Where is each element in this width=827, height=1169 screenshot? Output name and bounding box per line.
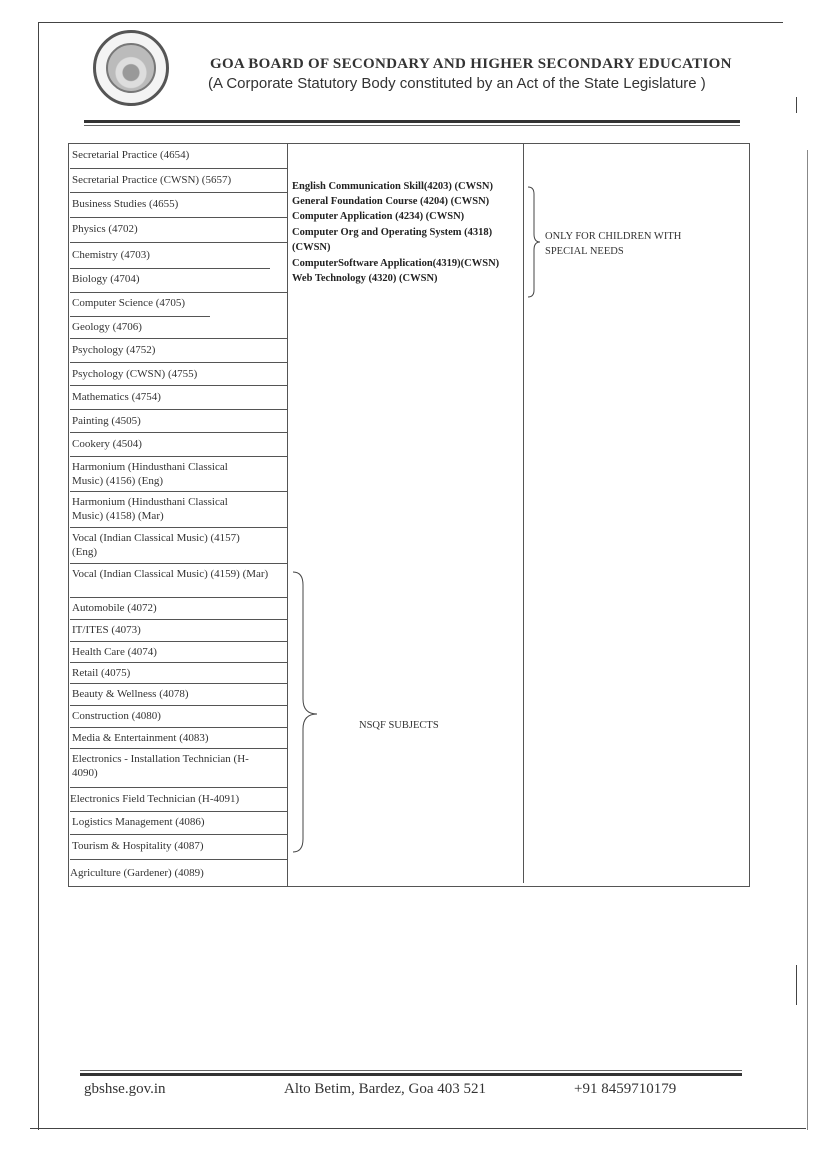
subject-cell: Cookery (4504) <box>72 438 142 450</box>
row-divider <box>70 727 287 728</box>
row-divider <box>70 192 287 193</box>
middle-column-right-border <box>523 143 524 883</box>
row-divider <box>70 491 287 492</box>
footer-rule-thin <box>80 1070 742 1071</box>
row-divider <box>70 683 287 684</box>
cwsn-subject: (CWSN) <box>292 242 331 253</box>
row-divider <box>70 641 287 642</box>
row-divider <box>70 409 287 410</box>
subject-cell: Health Care (4074) <box>72 646 157 658</box>
subject-cell: Media & Entertainment (4083) <box>72 732 209 744</box>
row-divider <box>70 217 287 218</box>
row-divider <box>70 787 287 788</box>
page-border-top <box>38 22 783 23</box>
row-divider <box>70 563 287 564</box>
subject-cell: Psychology (CWSN) (4755) <box>72 368 198 380</box>
subject-cell: Agriculture (Gardener) (4089) <box>70 867 204 879</box>
row-divider <box>70 362 287 363</box>
subject-cell: Logistics Management (4086) <box>72 816 205 828</box>
subject-cell: Automobile (4072) <box>72 602 157 614</box>
table-top-border <box>68 143 750 144</box>
row-divider <box>70 456 287 457</box>
subject-cell: Secretarial Practice (CWSN) (5657) <box>72 174 232 186</box>
board-subtitle: (A Corporate Statutory Body constituted by an Act of the State Legislature ) <box>208 75 706 92</box>
cwsn-subject: Computer Application (4234) (CWSN) <box>292 211 465 222</box>
subject-cell: Painting (4505) <box>72 415 141 427</box>
nsqf-brace-icon <box>291 571 323 853</box>
row-divider <box>70 527 287 528</box>
page-border-bottom <box>30 1128 806 1129</box>
row-divider <box>70 705 287 706</box>
page-border-right <box>807 150 808 1130</box>
subject-cell: Geology (4706) <box>72 321 142 333</box>
table-bottom-border <box>68 886 750 887</box>
footer-website: gbshse.gov.in <box>84 1081 166 1097</box>
board-title: GOA BOARD OF SECONDARY AND HIGHER SECONDARY EDUCATION <box>210 56 732 72</box>
subject-cell: Vocal (Indian Classical Music) (4159) (Mar) <box>72 568 269 580</box>
row-divider <box>70 316 210 317</box>
row-divider <box>70 811 287 812</box>
row-divider <box>70 338 287 339</box>
subject-cell: Harmonium (Hindusthani Classical Music) (4158) (Mar) <box>72 496 228 522</box>
subject-cell: Beauty & Wellness (4078) <box>72 688 189 700</box>
cwsn-subject: Web Technology (4320) (CWSN) <box>292 273 438 284</box>
subject-cell: Secretarial Practice (4654) <box>72 149 190 161</box>
subject-cell: Vocal (Indian Classical Music) (4157) (Eng) <box>72 532 240 558</box>
footer-phone: +91 8459710179 <box>574 1081 677 1097</box>
row-divider <box>70 859 287 860</box>
subject-cell: Biology (4704) <box>72 273 140 285</box>
footer-address: Alto Betim, Bardez, Goa 403 521 <box>284 1081 487 1097</box>
subject-cell: Electronics - Installation Technician (H-4090) <box>72 753 249 779</box>
subject-cell: IT/ITES (4073) <box>72 624 141 636</box>
table-left-border <box>68 143 69 887</box>
row-divider <box>70 292 287 293</box>
row-divider <box>70 432 287 433</box>
cwsn-brace-icon <box>526 186 542 298</box>
page-mark-right2 <box>796 965 797 1005</box>
cwsn-subject: General Foundation Course (4204) (CWSN) <box>292 196 490 207</box>
cwsn-note <box>545 229 681 259</box>
row-divider <box>70 619 287 620</box>
row-divider <box>70 242 287 243</box>
table-right-border <box>749 143 750 887</box>
header-rule-thin <box>84 125 740 126</box>
subject-cell: Retail (4075) <box>72 667 131 679</box>
cwsn-note-line: SPECIAL NEEDS <box>545 246 624 257</box>
footer-rule-thick <box>80 1073 742 1076</box>
cwsn-subject: Computer Org and Operating System (4318) <box>292 227 493 238</box>
row-divider <box>70 834 287 835</box>
subject-cell: Harmonium (Hindusthani Classical Music) (4156) (Eng) <box>72 461 228 487</box>
page-border-left <box>38 22 39 1130</box>
header-rule-thick <box>84 120 740 123</box>
subject-cell: Psychology (4752) <box>72 344 156 356</box>
cwsn-note-line: ONLY FOR CHILDREN WITH <box>545 231 682 242</box>
subject-column-right-border <box>287 143 288 887</box>
row-divider <box>70 662 287 663</box>
subject-cell: Physics (4702) <box>72 223 138 235</box>
board-seal-logo <box>93 30 169 106</box>
subject-cell: Business Studies (4655) <box>72 198 179 210</box>
subject-cell: Computer Science (4705) <box>72 297 186 309</box>
subject-cell: Construction (4080) <box>72 710 161 722</box>
row-divider <box>70 597 287 598</box>
page-mark-right <box>796 97 797 113</box>
row-divider <box>70 385 287 386</box>
subject-cell: Chemistry (4703) <box>72 249 150 261</box>
cwsn-subject: ComputerSoftware Application(4319)(CWSN) <box>292 258 500 269</box>
row-divider <box>70 268 270 269</box>
subject-cell: Electronics Field Technician (H-4091) <box>70 793 240 805</box>
nsqf-label: NSQF SUBJECTS <box>359 720 439 731</box>
cwsn-subject: English Communication Skill(4203) (CWSN) <box>292 181 493 192</box>
subject-cell: Mathematics (4754) <box>72 391 161 403</box>
row-divider <box>70 748 287 749</box>
subject-cell: Tourism & Hospitality (4087) <box>72 840 204 852</box>
row-divider <box>70 168 287 169</box>
